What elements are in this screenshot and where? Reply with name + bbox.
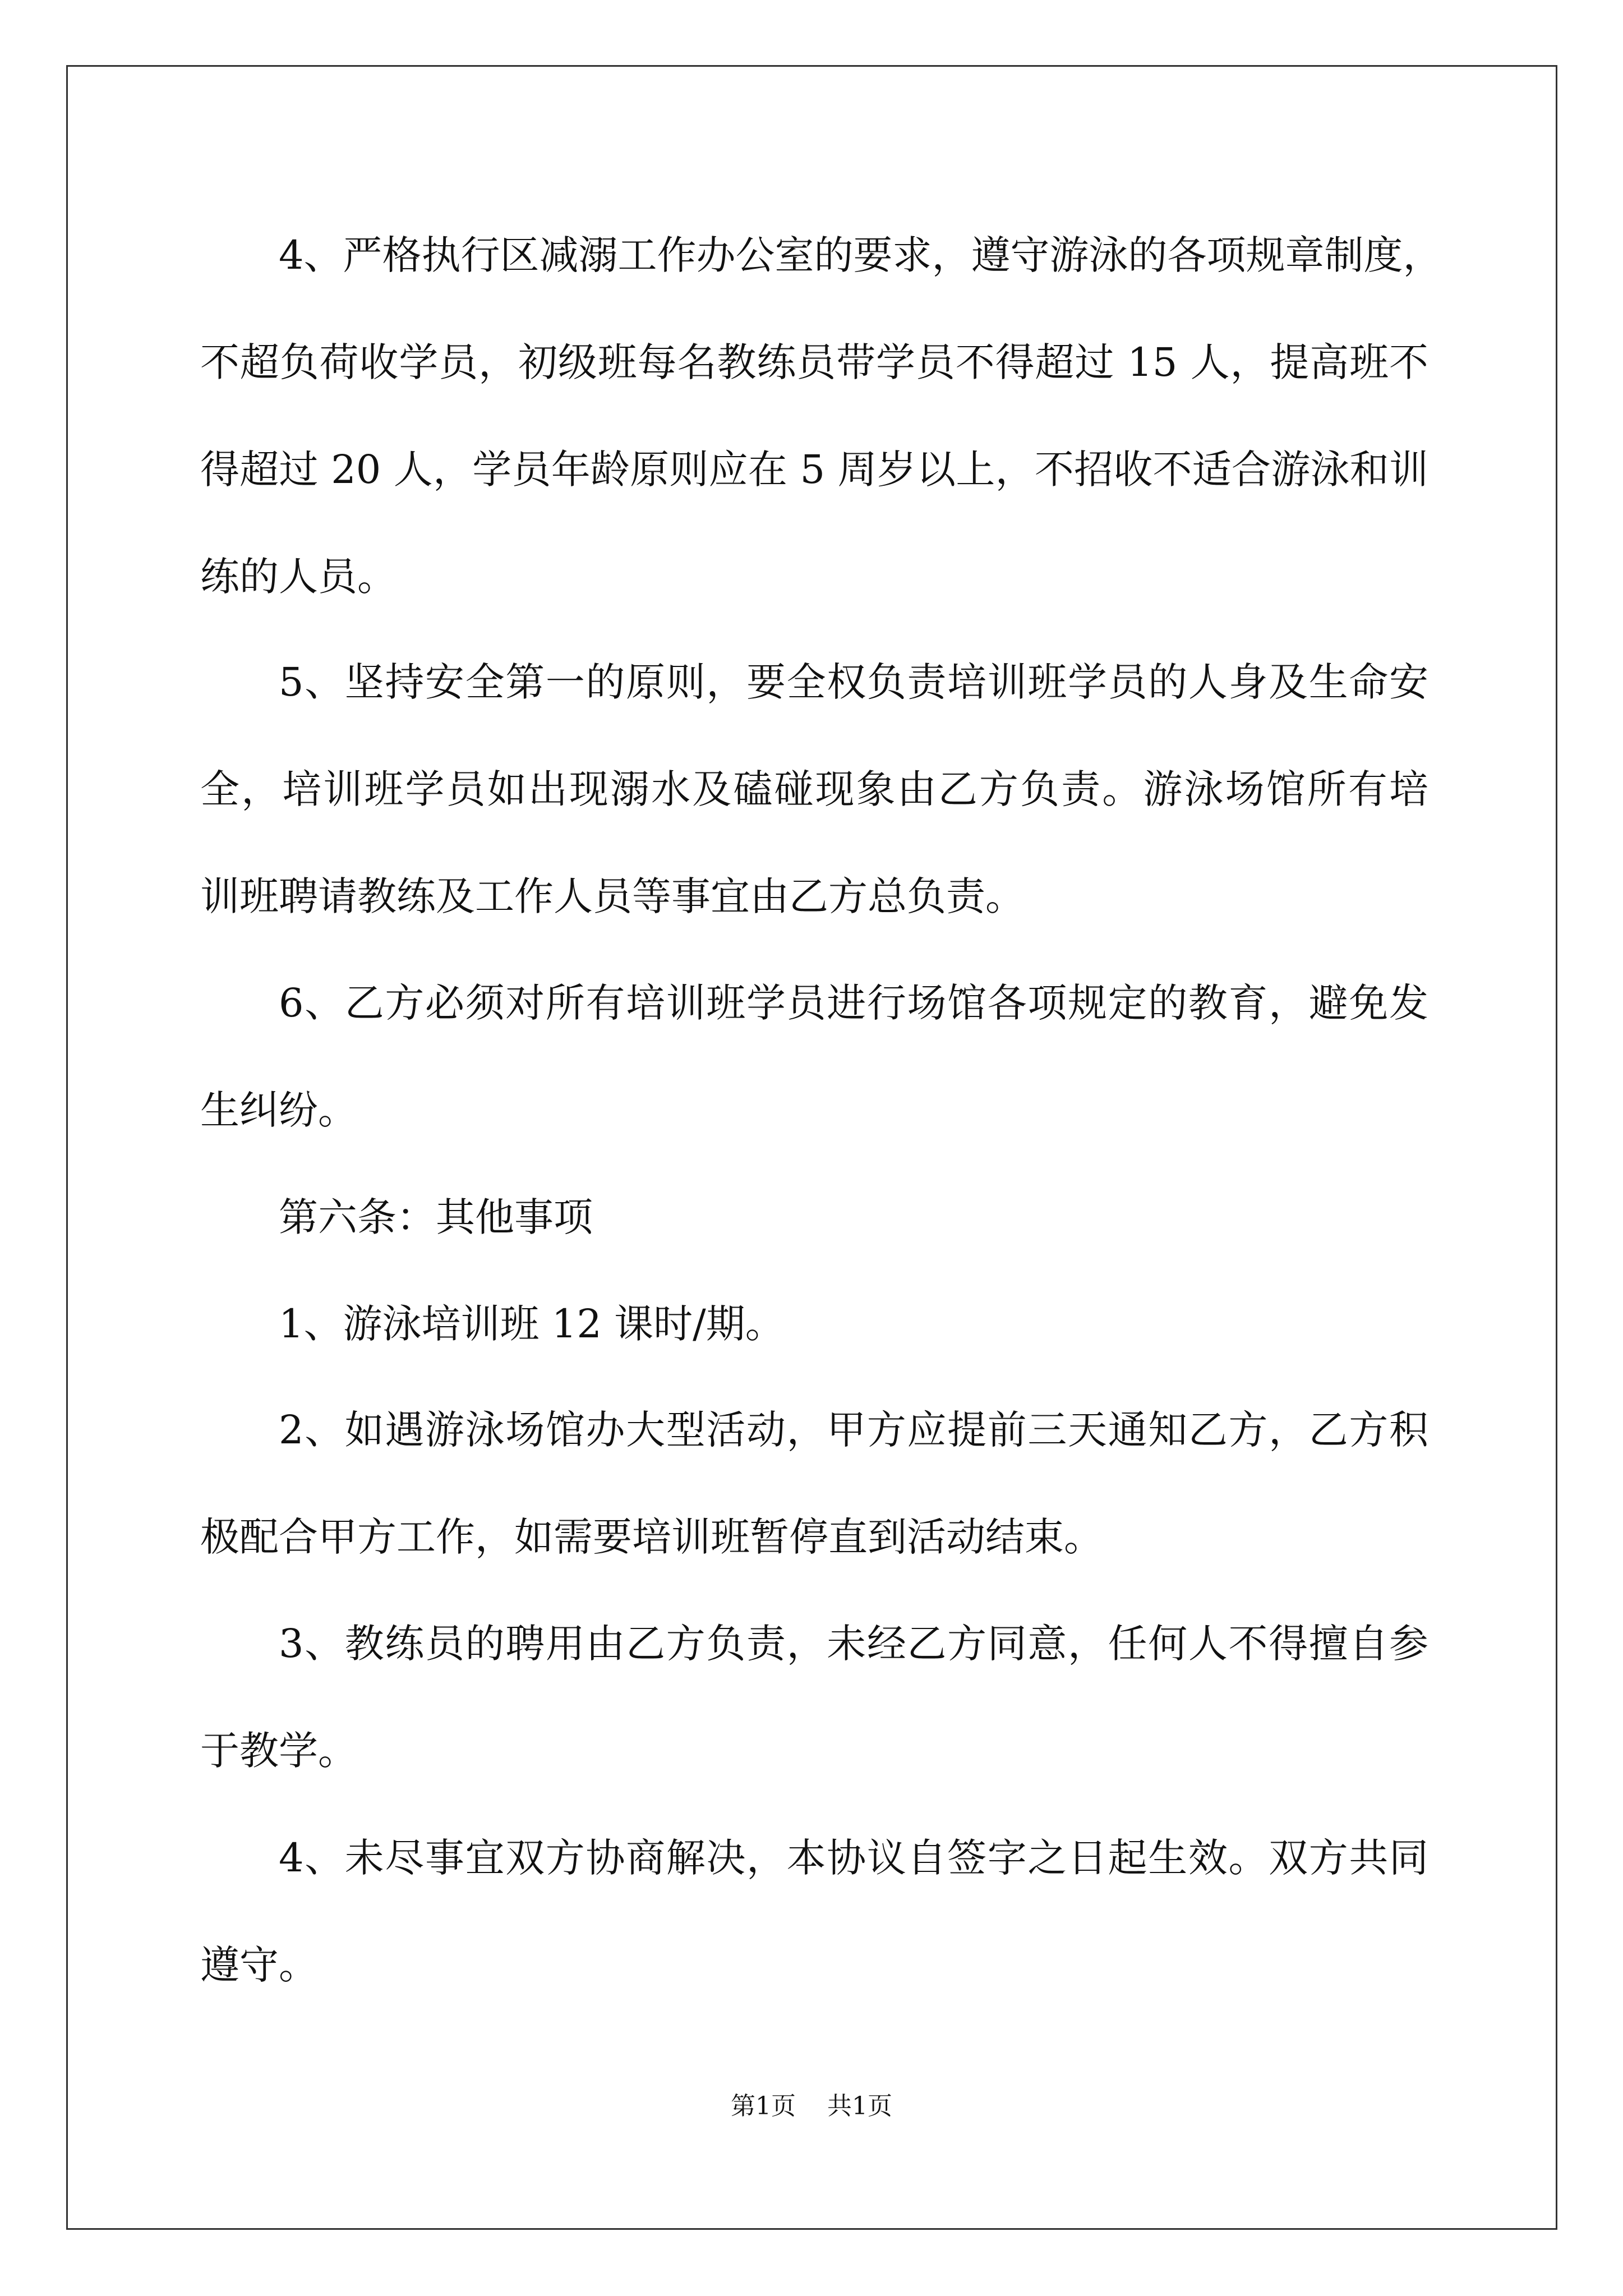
paragraph-line: 极配合甲方工作，如需要培训班暂停直到活动结束。: [200, 1514, 1103, 1560]
paragraph-line: 5、坚持安全第一的原则，要全权负责培训班学员的人身及生命安: [279, 659, 1428, 705]
paragraph-line: 4、严格执行区减溺工作办公室的要求，遵守游泳的各项规章制度，: [279, 232, 1442, 278]
page-total: 共1页: [827, 2092, 892, 2120]
paragraph-line: 生纠纷。: [200, 1087, 357, 1133]
paragraph-line: 全，培训班学员如出现溺水及磕碰现象由乙方负责。游泳场馆所有培: [200, 766, 1428, 812]
paragraph-line: 1、游泳培训班 12 课时/期。: [279, 1301, 785, 1347]
section-heading: 第六条：其他事项: [279, 1194, 593, 1240]
paragraph-line: 3、教练员的聘用由乙方负责，未经乙方同意，任何人不得擅自参: [279, 1621, 1428, 1667]
paragraph-line: 6、乙方必须对所有培训班学员进行场馆各项规定的教育，避免发: [279, 980, 1428, 1026]
page-number: 第1页: [731, 2092, 796, 2120]
paragraph-line: 不超负荷收学员，初级班每名教练员带学员不得超过 15 人，提高班不: [200, 339, 1428, 385]
paragraph-line: 2、如遇游泳场馆办大型活动，甲方应提前三天通知乙方，乙方积: [279, 1407, 1428, 1453]
paragraph-line: 于教学。: [200, 1728, 357, 1774]
page-footer: [0, 2090, 1623, 2123]
paragraph-line: 4、未尽事宜双方协商解决，本协议自签字之日起生效。双方共同: [279, 1835, 1428, 1881]
paragraph-line: 得超过 20 人，学员年龄原则应在 5 周岁以上，不招收不适合游泳和训: [200, 447, 1428, 493]
paragraph-line: 练的人员。: [200, 554, 396, 600]
paragraph-line: 遵守。: [200, 1942, 318, 1988]
paragraph-line: 训班聘请教练及工作人员等事宜由乙方总负责。: [200, 873, 1025, 919]
